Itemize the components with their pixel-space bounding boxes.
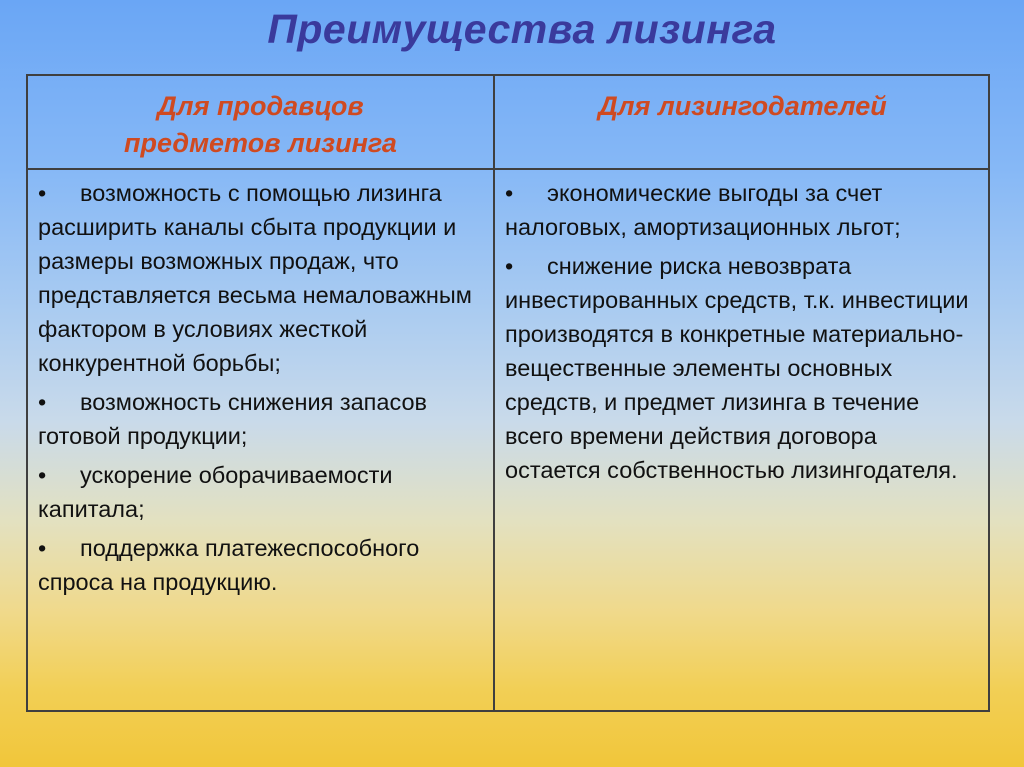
list-item <box>505 249 970 487</box>
header-sellers-line1: Для продавцов <box>157 91 364 121</box>
bullet: • <box>38 389 47 415</box>
list-item-text: ускорение оборачиваемости капитала; <box>38 462 393 522</box>
list-item <box>38 458 483 526</box>
list-item-text: возможность с помощью лизинга расширить каналы сбыта продукции и размеры возможных продаж, что представляется весьма немаловажным фактором в условиях жесткой конкурентной борьбы; <box>38 180 472 376</box>
list-item <box>38 531 483 599</box>
sellers-benefits-list <box>38 176 483 604</box>
list-item-text: поддержка платежеспособного спроса на продукцию. <box>38 535 420 595</box>
header-sellers <box>28 88 493 162</box>
lessors-benefits-list <box>505 176 970 492</box>
slide-title: Преимущества лизинга <box>267 6 777 52</box>
header-divider <box>28 168 988 170</box>
list-item <box>505 176 970 244</box>
bullet: • <box>38 535 47 561</box>
list-item <box>38 385 483 453</box>
header-lessors-line1: Для лизингодателей <box>598 91 887 121</box>
comparison-table <box>26 74 990 712</box>
bullet: • <box>505 180 514 206</box>
bullet: • <box>38 180 47 206</box>
header-lessors <box>495 88 990 125</box>
header-sellers-line2: предметов лизинга <box>124 128 397 158</box>
list-item-text: возможность снижения запасов готовой продукции; <box>38 389 428 449</box>
column-divider <box>493 76 495 710</box>
bullet: • <box>505 253 514 279</box>
list-item <box>38 176 483 380</box>
bullet: • <box>38 462 47 488</box>
list-item-text: экономические выгоды за счет налоговых, амортизационных льгот; <box>505 180 901 240</box>
list-item-text: снижение риска невозврата инвестированных средств, т.к. инвестиции производятся в конкретные материально-вещественные элементы основных средств, и предмет лизинга в течение всего времени действия договора остается собственностью лизингодателя. <box>505 253 969 483</box>
